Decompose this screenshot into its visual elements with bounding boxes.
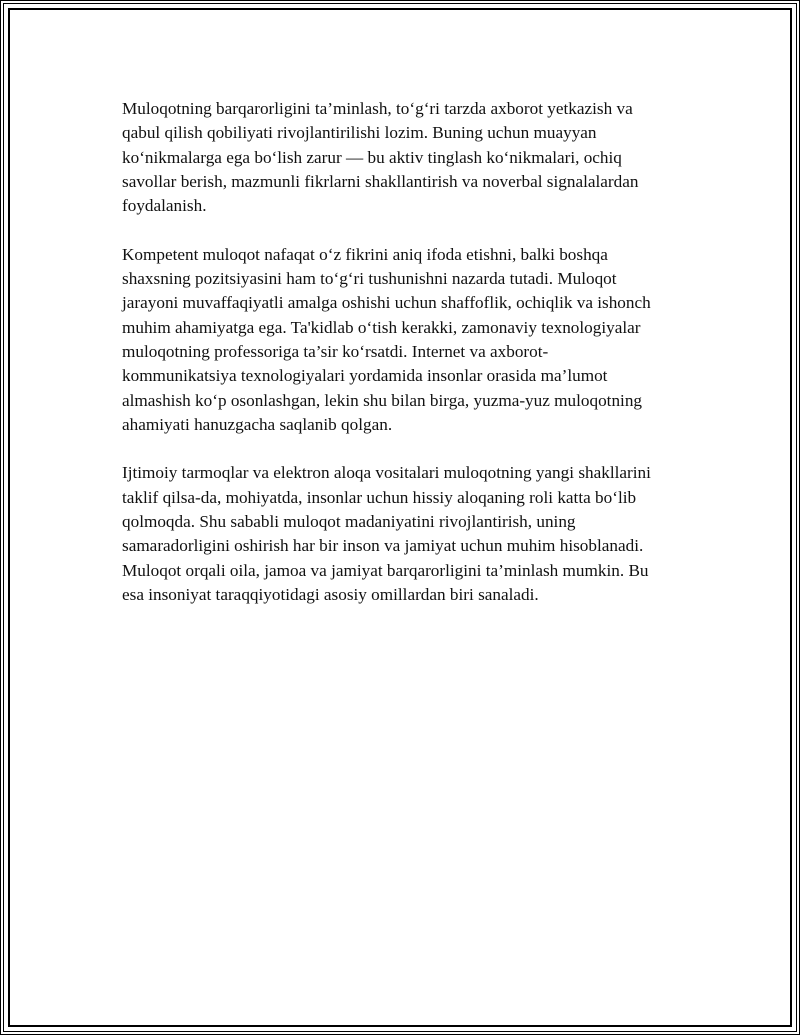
text-line: foydalanish. — [122, 196, 207, 216]
text-line: Muloqot orqali oila, jamoa va jamiyat barqarorligini ta’minlash mumkin. Bu — [122, 560, 649, 580]
text-line: samaradorligini oshirish har bir inson va jamiyat uchun muhim hisoblanadi. — [122, 536, 644, 556]
text-line: savollar berish, mazmunli fikrlarni shakllantirish va noverbal signalalardan — [122, 171, 639, 191]
document-body — [122, 97, 708, 632]
text-line: kommunikatsiya texnologiyalari yordamida insonlar orasida ma’lumot — [122, 366, 608, 386]
paragraph-3 — [122, 461, 708, 607]
text-line: shaxsning pozitsiyasini ham to‘g‘ri tushunishni nazarda tutadi. Muloqot — [122, 269, 617, 289]
text-line: Kompetent muloqot nafaqat o‘z fikrini aniq ifoda etishni, balki boshqa — [122, 244, 608, 264]
paragraph-2 — [122, 243, 708, 437]
text-line: qabul qilish qobiliyati rivojlantirilishi lozim. Buning uchun muayyan — [122, 123, 597, 143]
text-line: qolmoqda. Shu sababli muloqot madaniyatini rivojlantirish, uning — [122, 512, 576, 532]
text-line: muhim ahamiyatga ega. Ta'kidlab o‘tish kerakki, zamonaviy texnologiyalar — [122, 317, 641, 337]
text-line: taklif qilsa-da, mohiyatda, insonlar uchun hissiy aloqaning roli katta bo‘lib — [122, 487, 637, 507]
text-line: muloqotning professoriga ta’sir ko‘rsatdi. Internet va axborot- — [122, 341, 549, 361]
paragraph-1 — [122, 97, 708, 218]
text-line: jarayoni muvaffaqiyatli amalga oshishi uchun shaffoflik, ochiqlik va ishonch — [122, 293, 651, 313]
text-line: Ijtimoiy tarmoqlar va elektron aloqa vositalari muloqotning yangi shakllarini — [122, 463, 651, 483]
text-line: ko‘nikmalarga ega bo‘lish zarur — bu aktiv tinglash ko‘nikmalari, ochiq — [122, 147, 622, 167]
text-line: esa insoniyat taraqqiyotidagi asosiy omillardan biri sanaladi. — [122, 584, 539, 604]
text-line: ahamiyati hanuzgacha saqlanib qolgan. — [122, 414, 393, 434]
text-line: almashish ko‘p osonlashgan, lekin shu bilan birga, yuzma-yuz muloqotning — [122, 390, 643, 410]
text-line: Muloqotning barqarorligini ta’minlash, to‘g‘ri tarzda axborot yetkazish va — [122, 99, 633, 118]
